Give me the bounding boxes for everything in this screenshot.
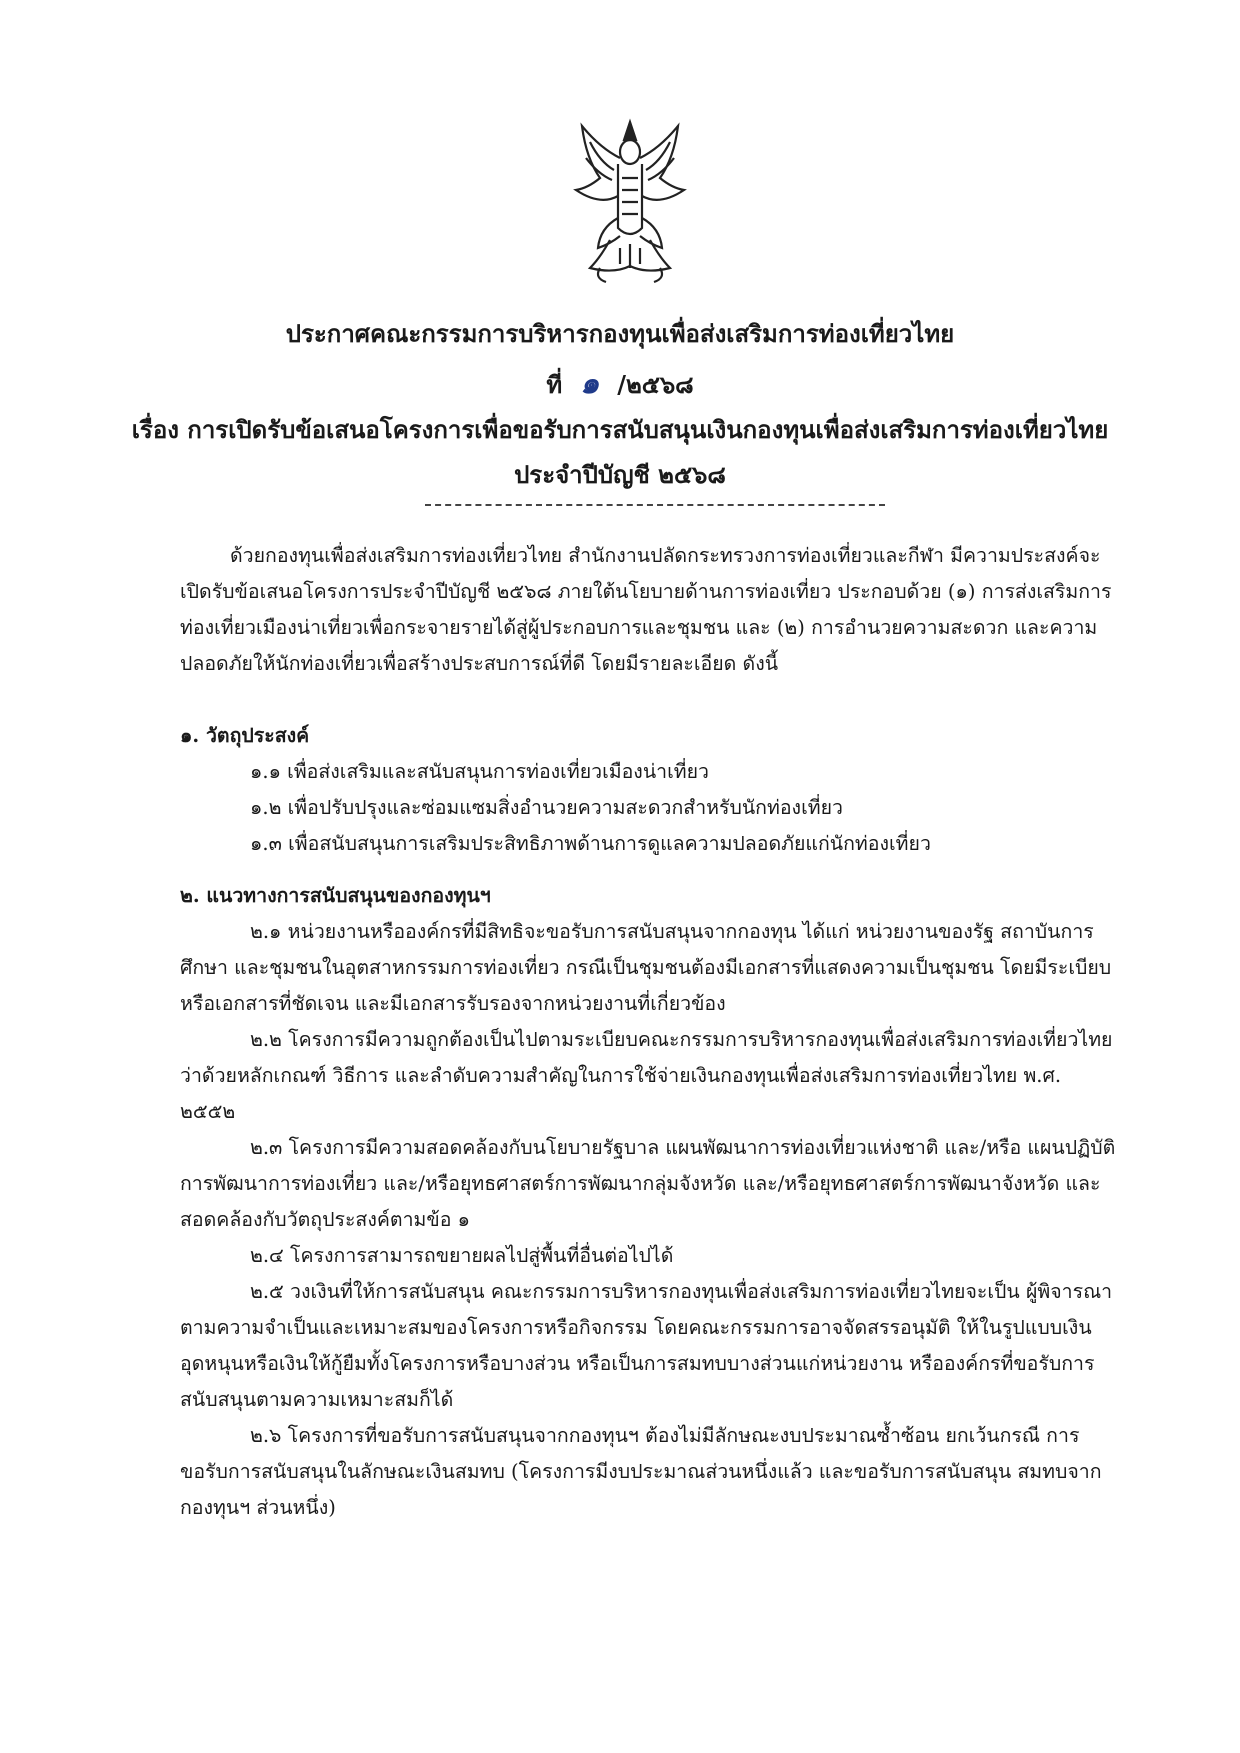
announcement-subject: เรื่อง การเปิดรับข้อเสนอโครงการเพื่อขอรับการสนับสนุนเงินกองทุนเพื่อส่งเสริมการท่องเที่ยวไทย [131, 415, 1109, 444]
list-item: ๑.๓ เพื่อสนับสนุนการเสริมประสิทธิภาพด้านการดูแลความปลอดภัยแก่นักท่องเที่ยว [250, 832, 931, 855]
objectives-section [180, 712, 1120, 862]
announcement-title: ประกาศคณะกรรมการบริหารกองทุนเพื่อส่งเสริมการท่องเที่ยวไทย [285, 319, 955, 348]
number-suffix: /๒๕๖๘ [617, 370, 694, 399]
fiscal-year: ประจำปีบัญชี ๒๕๖๘ [514, 460, 726, 489]
number-prefix: ที่ [546, 370, 563, 399]
list-item: ๒.๒ โครงการมีความถูกต้องเป็นไปตามระเบียบคณะกรรมการบริหารกองทุนเพื่อส่งเสริมการท่องเที่ยวไทย ว่าด้วยหลักเกณฑ์ วิธีการ และลำดับความสำคัญในการใช้จ่ายเงินกองทุนเพื่อส่งเสริมการท่องเที่ยวไทย พ.ศ. ๒๕๕๒ [180, 1028, 1113, 1123]
intro-paragraph: ด้วยกองทุนเพื่อส่งเสริมการท่องเที่ยวไทย สำนักงานปลัดกระทรวงการท่องเที่ยวและกีฬา มีความประสงค์จะเปิดรับข้อเสนอโครงการประจำปีบัญชี ๒๕๖๘ ภายใต้นโยบายด้านการท่องเที่ยว ประกอบด้วย (๑) การส่งเสริมการท่องเที่ยวเมืองน่าเที่ยวเพื่อกระจายรายได้สู่ผู้ประกอบการและชุมชน และ (๒) การอำนวยความสะดวก และความปลอดภัยให้นักท่องเที่ยวเพื่อสร้างประสบการณ์ที่ดี โดยมีรายละเอียด ดังนี้ [180, 544, 1112, 675]
list-item: ๑.๒ เพื่อปรับปรุงและซ่อมแซมสิ่งอำนวยความสะดวกสำหรับนักท่องเที่ยว [250, 796, 843, 819]
section-heading: ๑. วัตถุประสงค์ [180, 724, 310, 747]
intro-section [180, 538, 1120, 682]
section-heading: ๒. แนวทางการสนับสนุนของกองทุนฯ [180, 884, 491, 907]
list-item: ๒.๑ หน่วยงานหรือองค์กรที่มีสิทธิจะขอรับการสนับสนุนจากกองทุน ได้แก่ หน่วยงานของรัฐ สถาบันการศึกษา และชุมชนในอุตสาหกรรมการท่องเที่ยว กรณีเป็นชุมชนต้องมีเอกสารที่แสดงความเป็นชุมชน โดยมีระเบียบหรือเอกสารที่ชัดเจน และมีเอกสารรับรองจากหน่วยงานที่เกี่ยวข้อง [180, 920, 1112, 1015]
handwritten-number: ๑ [580, 366, 600, 401]
dashed-divider [425, 504, 885, 506]
support-guidelines-section [180, 872, 1120, 1526]
announcement-number [0, 360, 1240, 407]
list-item: ๑.๑ เพื่อส่งเสริมและสนับสนุนการท่องเที่ยวเมืองน่าเที่ยว [250, 760, 710, 783]
list-item: ๒.๕ วงเงินที่ให้การสนับสนุน คณะกรรมการบริหารกองทุนเพื่อส่งเสริมการท่องเที่ยวไทยจะเป็น ผู้พิจารณาตามความจำเป็นและเหมาะสมของโครงการหรือกิจกรรม โดยคณะกรรมการอาจจัดสรรอนุมัติ ให้ในรูปแบบเงินอุดหนุนหรือเงินให้กู้ยืมทั้งโครงการหรือบางส่วน หรือเป็นการสมทบบางส่วนแก่หน่วยงาน หรือองค์กรที่ขอรับการสนับสนุนตามความเหมาะสมก็ได้ [180, 1280, 1113, 1411]
list-item: ๒.๔ โครงการสามารถขยายผลไปสู่พื้นที่อื่นต่อไปได้ [250, 1244, 674, 1267]
list-item: ๒.๓ โครงการมีความสอดคล้องกับนโยบายรัฐบาล แผนพัฒนาการท่องเที่ยวแห่งชาติ และ/หรือ แผนปฏิบัติการพัฒนาการท่องเที่ยว และ/หรือยุทธศาสตร์การพัฒนากลุ่มจังหวัด และ/หรือยุทธศาสตร์การพัฒนาจังหวัด และสอดคล้องกับวัตถุประสงค์ตามข้อ ๑ [180, 1136, 1116, 1231]
garuda-emblem-icon [570, 118, 690, 288]
list-item: ๒.๖ โครงการที่ขอรับการสนับสนุนจากกองทุนฯ ต้องไม่มีลักษณะงบประมาณซ้ำซ้อน ยกเว้นกรณี การขอรับการสนับสนุนในลักษณะเงินสมทบ (โครงการมีงบประมาณส่วนหนึ่งแล้ว และขอรับการสนับสนุน สมทบจากกองทุนฯ ส่วนหนึ่ง) [180, 1424, 1102, 1519]
